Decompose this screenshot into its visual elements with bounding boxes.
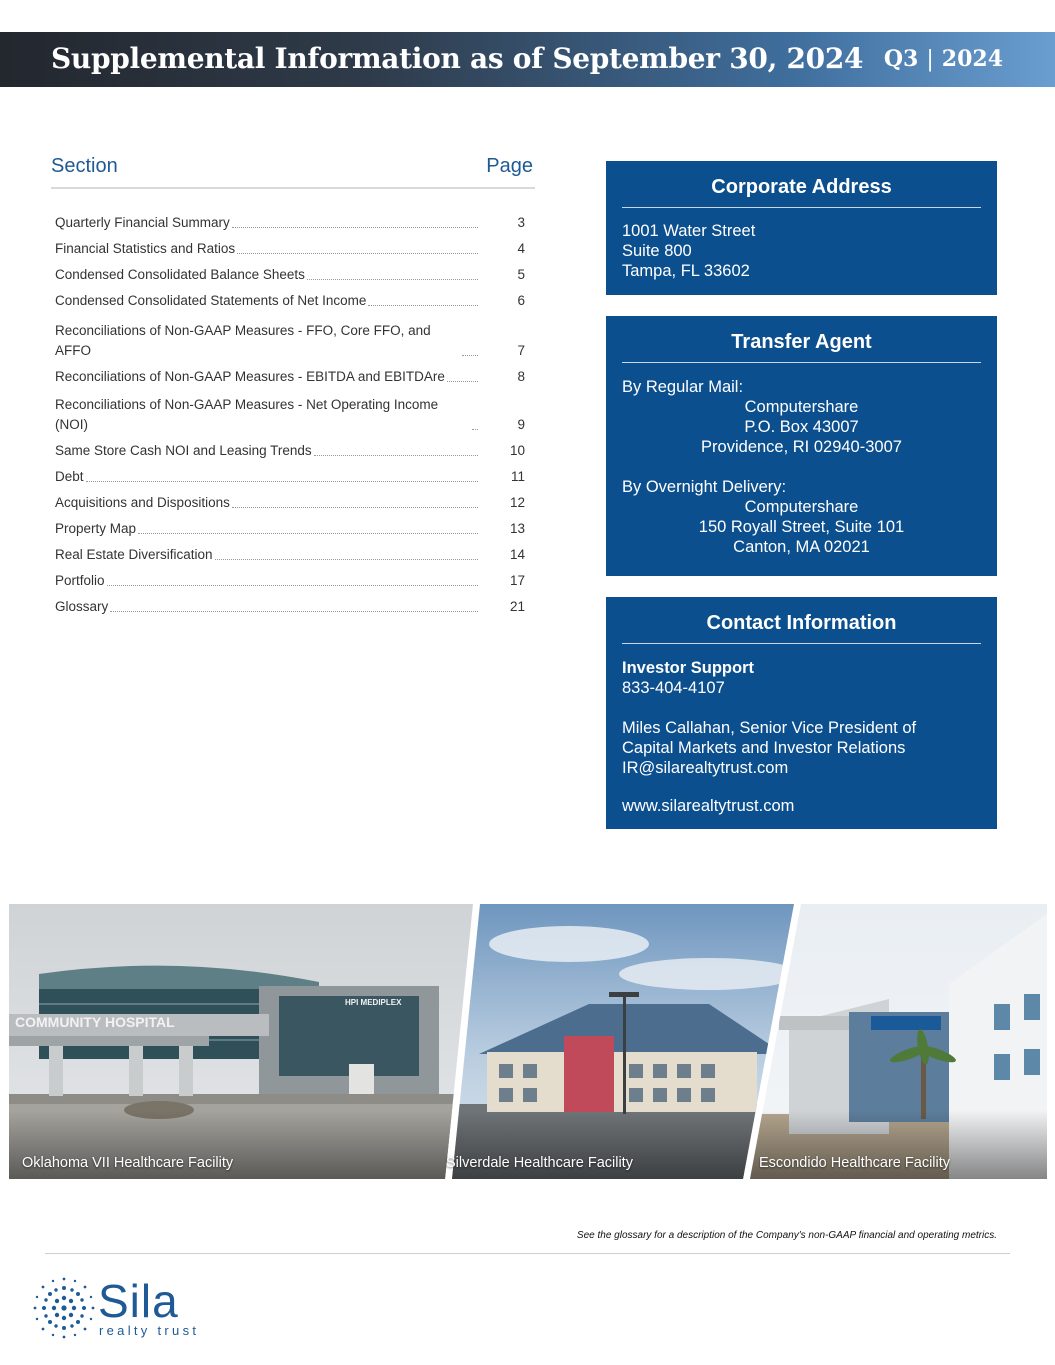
toc-page: 11 bbox=[510, 469, 525, 484]
toc-label: Reconciliations of Non-GAAP Measures - EBITDA and EBITDAre bbox=[55, 369, 445, 384]
toc-page: 13 bbox=[509, 521, 525, 536]
toc-label: Condensed Consolidated Statements of Net Income bbox=[55, 293, 367, 308]
card-title: Corporate Address bbox=[711, 176, 892, 198]
toc-page: 17 bbox=[509, 573, 525, 588]
quarter-label bbox=[884, 46, 1003, 72]
regular-mail-name: Computershare bbox=[744, 398, 859, 416]
photo-caption: Escondido Healthcare Facility bbox=[759, 1155, 951, 1171]
photo-strip bbox=[9, 904, 1047, 1179]
toc-page: 8 bbox=[517, 369, 525, 384]
logo-wordmark: Sila bbox=[98, 1275, 179, 1327]
toc-page: 7 bbox=[517, 343, 525, 358]
toc-row[interactable] bbox=[55, 259, 525, 285]
address-line: Suite 800 bbox=[622, 242, 692, 260]
toc-page-heading: Page bbox=[486, 155, 533, 177]
toc-leader bbox=[107, 585, 478, 586]
toc-page: 12 bbox=[509, 495, 525, 510]
toc-leader bbox=[314, 455, 478, 456]
header-banner bbox=[0, 32, 1055, 87]
toc-header bbox=[51, 155, 535, 189]
toc-label: Property Map bbox=[55, 521, 137, 536]
company-logo bbox=[32, 1276, 222, 1342]
overnight-label: By Overnight Delivery: bbox=[622, 478, 787, 496]
investor-support-phone[interactable]: 833-404-4107 bbox=[622, 679, 725, 697]
toc-row[interactable] bbox=[55, 387, 525, 435]
toc-page: 4 bbox=[517, 241, 525, 256]
toc-row[interactable] bbox=[55, 565, 525, 591]
toc-page: 6 bbox=[517, 293, 525, 308]
toc-label: Same Store Cash NOI and Leasing Trends bbox=[55, 443, 312, 458]
page-title: Supplemental Information as of September 30, 2024 bbox=[51, 42, 864, 75]
toc-leader bbox=[447, 381, 478, 382]
overnight-name: Computershare bbox=[744, 498, 859, 516]
toc-row[interactable] bbox=[55, 435, 525, 461]
toc-row[interactable] bbox=[55, 539, 525, 565]
toc-label: Reconciliations of Non-GAAP Measures - Net Operating Income (NOI) bbox=[55, 397, 439, 432]
contact-person: Miles Callahan, Senior Vice President of bbox=[622, 719, 917, 737]
regular-mail-line: Providence, RI 02940-3007 bbox=[701, 438, 902, 456]
footer-divider bbox=[45, 1253, 1010, 1254]
toc-leader bbox=[232, 227, 478, 228]
address-line: 1001 Water Street bbox=[622, 222, 756, 240]
contact-card bbox=[606, 597, 997, 829]
toc-page: 14 bbox=[509, 547, 525, 562]
toc-leader bbox=[472, 429, 478, 430]
toc-row[interactable] bbox=[55, 361, 525, 387]
toc-row[interactable] bbox=[55, 233, 525, 259]
toc-section-heading: Section bbox=[51, 155, 118, 177]
toc-list bbox=[55, 207, 525, 617]
toc-label: Reconciliations of Non-GAAP Measures - FFO, Core FFO, and AFFO bbox=[55, 323, 431, 358]
oklahoma-facility-photo bbox=[9, 904, 1047, 1179]
toc-page: 5 bbox=[517, 267, 525, 282]
toc-label: Portfolio bbox=[55, 573, 105, 588]
website-link[interactable]: www.silarealtytrust.com bbox=[622, 797, 795, 815]
toc-leader bbox=[307, 279, 478, 280]
toc-row[interactable] bbox=[55, 207, 525, 233]
contact-email[interactable]: IR@silarealtytrust.com bbox=[622, 759, 789, 777]
quarter: Q3 bbox=[883, 46, 919, 72]
toc-leader bbox=[368, 305, 478, 306]
toc-page: 9 bbox=[517, 417, 525, 432]
toc-label: Glossary bbox=[55, 599, 109, 614]
year: 2024 bbox=[941, 46, 1003, 72]
corporate-address-card bbox=[606, 161, 997, 295]
toc-row[interactable] bbox=[55, 513, 525, 539]
card-title: Contact Information bbox=[706, 612, 897, 634]
toc-leader bbox=[86, 481, 478, 482]
toc-page: 10 bbox=[509, 443, 525, 458]
toc-row[interactable] bbox=[55, 591, 525, 617]
logo-burst-icon bbox=[32, 1276, 96, 1340]
toc-label: Debt bbox=[55, 469, 84, 484]
toc-leader bbox=[232, 507, 478, 508]
toc-leader bbox=[215, 559, 478, 560]
toc-label: Financial Statistics and Ratios bbox=[55, 241, 236, 256]
toc-label: Condensed Consolidated Balance Sheets bbox=[55, 267, 305, 282]
regular-mail-line: P.O. Box 43007 bbox=[744, 418, 859, 436]
toc-row[interactable] bbox=[55, 311, 525, 361]
toc-leader bbox=[462, 355, 478, 356]
toc-label: Real Estate Diversification bbox=[55, 547, 213, 562]
toc-page: 21 bbox=[509, 599, 525, 614]
regular-mail-label: By Regular Mail: bbox=[622, 378, 744, 396]
toc-row[interactable] bbox=[55, 487, 525, 513]
toc-leader bbox=[110, 611, 478, 612]
quarter-divider: | bbox=[926, 47, 934, 72]
toc-row[interactable] bbox=[55, 461, 525, 487]
investor-support-label: Investor Support bbox=[622, 659, 755, 677]
toc-label: Acquisitions and Dispositions bbox=[55, 495, 230, 510]
toc-row[interactable] bbox=[55, 285, 525, 311]
toc-page: 3 bbox=[517, 215, 525, 230]
address-line: Tampa, FL 33602 bbox=[622, 262, 750, 280]
transfer-agent-card bbox=[606, 316, 997, 576]
photo-caption: Oklahoma VII Healthcare Facility bbox=[22, 1155, 234, 1171]
footnote: See the glossary for a description of the Company's non-GAAP financial and operating metrics. bbox=[576, 1230, 997, 1241]
overnight-line: Canton, MA 02021 bbox=[733, 538, 870, 556]
card-title: Transfer Agent bbox=[731, 331, 872, 353]
toc-label: Quarterly Financial Summary bbox=[55, 215, 230, 230]
photo-caption: Silverdale Healthcare Facility bbox=[446, 1155, 633, 1171]
overnight-line: 150 Royall Street, Suite 101 bbox=[698, 518, 905, 536]
toc-leader bbox=[138, 533, 478, 534]
toc-leader bbox=[237, 253, 478, 254]
logo-tagline: realty trust bbox=[99, 1323, 200, 1338]
contact-person-title: Capital Markets and Investor Relations bbox=[622, 739, 906, 757]
